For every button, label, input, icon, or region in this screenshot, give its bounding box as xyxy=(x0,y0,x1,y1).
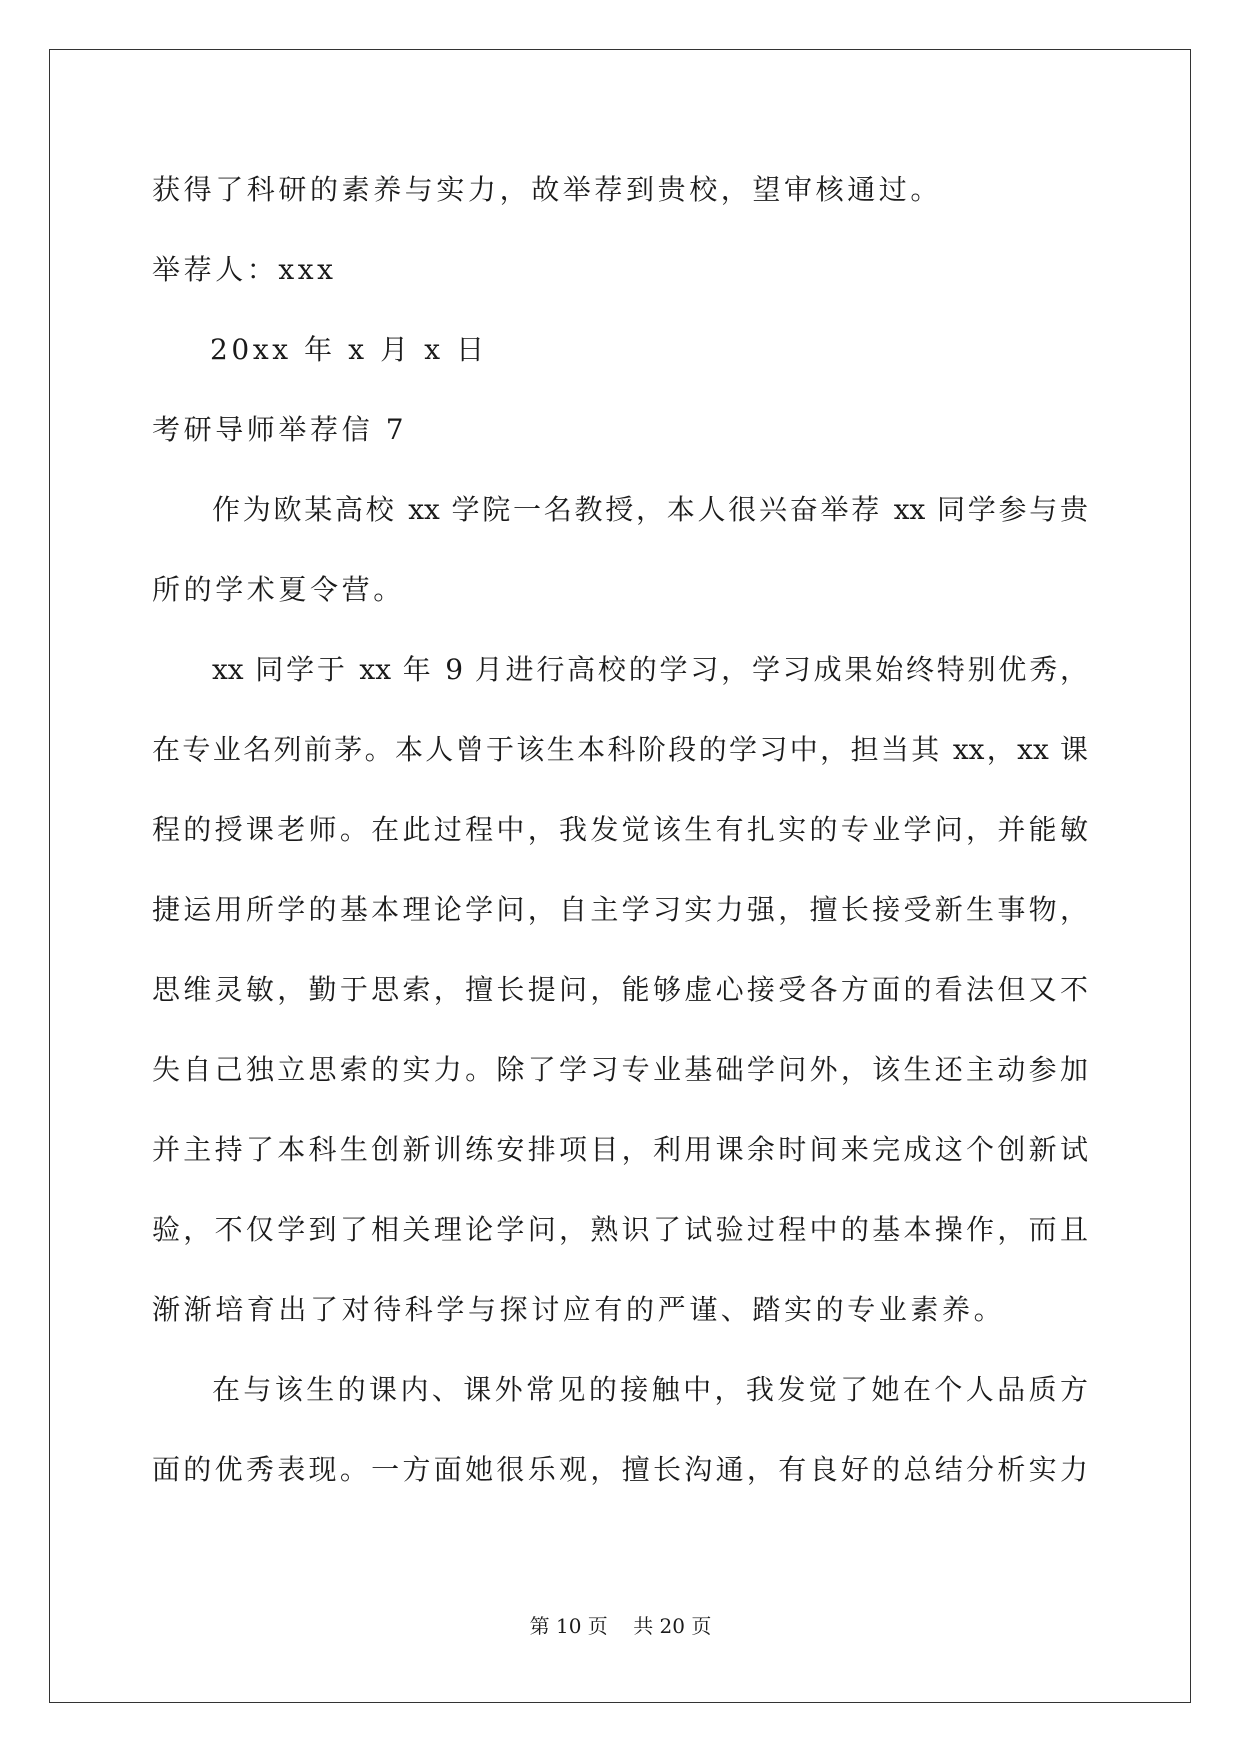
paragraph-line: 在与该生的课内、课外常见的接触中，我发觉了她在个人品质方 xyxy=(212,1373,1088,1406)
page-number-footer: 第 10 页 共 20 页 xyxy=(529,1614,712,1638)
paragraph-line: 思维灵敏，勤于思索，擅长提问，能够虚心接受各方面的看法但又不 xyxy=(152,973,1088,1006)
paragraph-line: 所的学术夏令营。 xyxy=(152,573,405,606)
paragraph-line: 失自己独立思索的实力。除了学习专业基础学问外，该生还主动参加 xyxy=(152,1053,1088,1086)
paragraph-line: 面的优秀表现。一方面她很乐观，擅长沟通，有良好的总结分析实力 xyxy=(152,1453,1088,1486)
paragraph-line: 并主持了本科生创新训练安排项目，利用课余时间来完成这个创新试 xyxy=(152,1133,1088,1166)
paragraph-line: 在专业名列前茅。本人曾于该生本科阶段的学习中，担当其 xx，xx 课 xyxy=(152,733,1088,766)
paragraph-line: 程的授课老师。在此过程中，我发觉该生有扎实的专业学问，并能敏 xyxy=(152,813,1088,846)
paragraph-line: xx 同学于 xx 年 9 月进行高校的学习，学习成果始终特别优秀， xyxy=(212,653,1088,686)
body-line: 获得了科研的素养与实力，故举荐到贵校，望审核通过。 xyxy=(152,173,943,206)
section-heading: 考研导师举荐信 7 xyxy=(152,413,408,446)
paragraph-line: 捷运用所学的基本理论学问，自主学习实力强，擅长接受新生事物， xyxy=(152,893,1088,926)
paragraph-line: 验，不仅学到了相关理论学问，熟识了试验过程中的基本操作，而且 xyxy=(152,1213,1088,1246)
paragraph-line: 渐渐培育出了对待科学与探讨应有的严谨、踏实的专业素养。 xyxy=(152,1293,1006,1326)
recommender-line: 举荐人：xxx xyxy=(152,253,337,286)
date-line: 20xx 年 x 月 x 日 xyxy=(210,333,488,366)
paragraph-line: 作为欧某高校 xx 学院一名教授，本人很兴奋举荐 xx 同学参与贵 xyxy=(212,493,1088,526)
